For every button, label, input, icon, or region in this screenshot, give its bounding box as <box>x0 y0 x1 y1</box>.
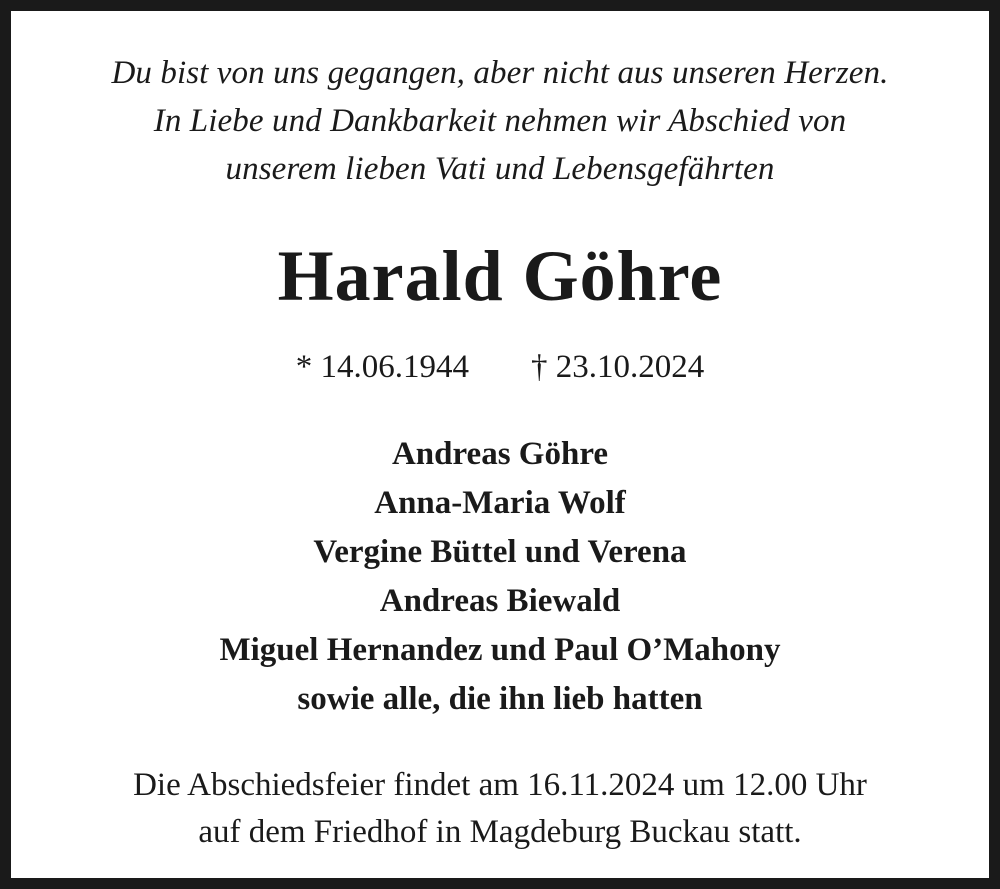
birth-date: * 14.06.1944 <box>295 349 469 385</box>
death-date: † 23.10.2024 <box>531 349 705 385</box>
mourner-line: Miguel Hernandez und Paul O’Mahony <box>219 632 781 668</box>
mourner-line: Anna-Maria Wolf <box>374 485 626 521</box>
mourner-line: sowie alle, die ihn lieb hatten <box>297 681 703 717</box>
mourners-list <box>11 430 989 724</box>
mourner-line: Andreas Biewald <box>379 583 621 619</box>
ceremony-info <box>11 762 989 856</box>
mourner-line: Andreas Göhre <box>391 436 609 472</box>
deceased-name: Harald Göhre <box>277 236 723 316</box>
ceremony-line: Die Abschiedsfeier findet am 16.11.2024 um 12.00 Uhr <box>133 767 867 803</box>
intro-line: unserem lieben Vati und Lebensgefährten <box>225 151 775 187</box>
intro-text <box>11 49 989 193</box>
ceremony-line: auf dem Friedhof in Magdeburg Buckau statt. <box>198 814 802 850</box>
intro-line: Du bist von uns gegangen, aber nicht aus unseren Herzen. <box>111 55 889 91</box>
intro-line: In Liebe und Dankbarkeit nehmen wir Abschied von <box>153 103 847 139</box>
mourner-line: Vergine Büttel und Verena <box>313 534 687 570</box>
life-dates <box>11 345 989 389</box>
